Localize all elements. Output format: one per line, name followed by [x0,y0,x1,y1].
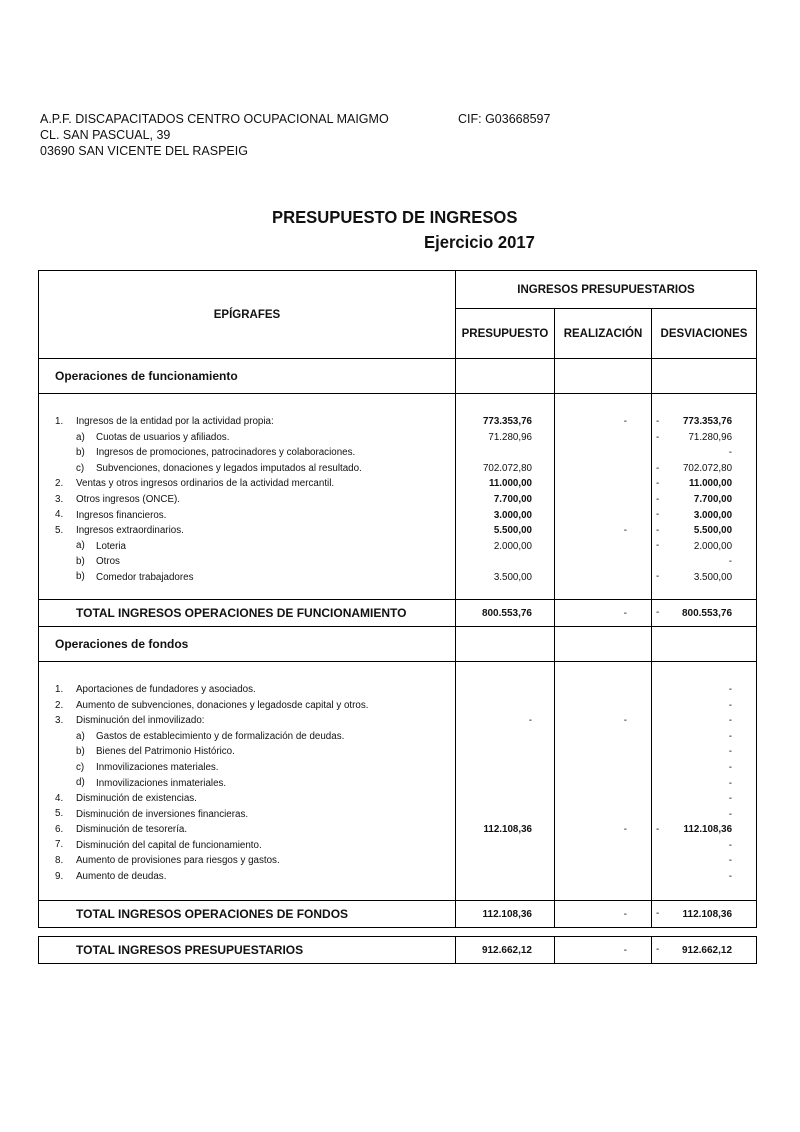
row-label [39,760,456,776]
row-desviacion-dash: - [656,478,660,490]
table-row [39,507,757,523]
row-text: Aumento de subvenciones, donaciones y legadosde capital y otros. [76,699,369,711]
row-presupuesto [456,760,555,776]
table-row [39,822,757,838]
row-presupuesto [456,791,555,807]
row-text: Disminución de existencias. [76,793,197,805]
row-realizacion [555,837,652,853]
row-realizacion [555,538,652,554]
row-desviacion-value: 3.000,00 [693,509,733,521]
row-desviacion-value: 773.353,76 [682,416,733,428]
row-realizacion [555,430,652,446]
row-presupuesto [456,682,555,698]
row-desviacion-dash: - [656,540,660,552]
row-number: a) [76,540,85,552]
row-desviacion [652,806,757,822]
header-realizacion: REALIZACIÓN [555,309,652,359]
total-desviacion-value: 112.108,36 [682,908,733,920]
total-presupuesto: 112.108,36 [456,901,555,928]
organization-header [40,111,551,159]
total-realizacion: - [555,600,652,627]
row-text: Otros ingresos (ONCE). [76,494,180,505]
row-realizacion [555,853,652,869]
row-realizacion [555,507,652,523]
table-row [39,538,757,554]
row-label [39,507,456,523]
total-desviacion-dash: - [656,908,660,920]
row-desviacion-value: 702.072,80 [682,462,733,474]
row-desviacion [652,523,757,539]
table-row [39,569,757,585]
total-desviacion-dash: - [656,607,660,619]
total-desviacion [652,901,757,928]
row-realizacion: - [555,713,652,729]
row-desviacion-value: - [728,793,733,805]
table-row [39,791,757,807]
row-desviacion-value: 71.280,96 [688,431,733,443]
row-desviacion [652,492,757,508]
row-desviacion-value: - [728,730,733,742]
row-desviacion [652,744,757,760]
row-text: Gastos de establecimiento y de formalización de deudas. [96,730,345,742]
row-desviacion-value: - [728,556,733,568]
row-number: d) [76,777,85,789]
row-label [39,806,456,822]
row-label [39,554,456,570]
row-text: Disminución de tesorería. [76,824,188,836]
row-realizacion [555,869,652,885]
row-realizacion [555,760,652,776]
row-text: Comedor trabajadores [96,571,194,583]
row-desviacion-value: 2.000,00 [693,540,733,552]
row-number: 3. [55,493,64,505]
row-text: Disminución del capital de funcionamiento. [76,839,262,851]
row-presupuesto: 71.280,96 [456,430,555,446]
row-label [39,744,456,760]
header-desviaciones: DESVIACIONES [652,309,757,359]
row-number: a) [76,730,85,742]
org-address: CL. SAN PASCUAL, 39 [40,128,171,142]
row-desviacion-dash: - [656,462,660,474]
total-label: TOTAL INGRESOS OPERACIONES DE FUNCIONAMIENTO [39,600,456,627]
row-text: Subvenciones, donaciones y legados imputados al resultado. [96,462,362,474]
row-text: Loteria [96,540,126,552]
row-presupuesto [456,698,555,714]
row-presupuesto [456,869,555,885]
section-title: Operaciones de fondos [39,627,456,662]
row-number: b) [76,571,85,583]
row-desviacion [652,569,757,585]
row-text: Ingresos de promociones, patrocinadores y colaboraciones. [96,447,356,459]
section-title: Operaciones de funcionamiento [39,359,456,394]
table-row [39,744,757,760]
row-number: b) [76,746,85,758]
row-desviacion [652,729,757,745]
row-text: Ingresos financieros. [76,509,167,521]
row-desviacion [652,853,757,869]
table-row [39,869,757,885]
grand-total-realizacion: - [555,937,652,964]
row-text: Aumento de provisiones para riesgos y gastos. [76,855,280,867]
table-row [39,461,757,477]
row-desviacion-dash: - [656,416,660,427]
row-presupuesto: 3.500,00 [456,569,555,585]
table-row [39,853,757,869]
grand-total-desviacion-value: 912.662,12 [681,944,733,956]
row-realizacion [555,775,652,791]
org-cif: CIF: G03668597 [458,112,551,126]
row-desviacion-value: - [728,715,733,727]
row-label [39,729,456,745]
row-realizacion [555,569,652,585]
row-desviacion-value: - [728,808,733,820]
grand-total-desviacion-dash: - [656,944,660,956]
table-row [39,523,757,539]
row-desviacion-value: - [728,855,733,867]
row-number: 7. [55,839,64,851]
grand-total-row [39,937,757,964]
row-number: 5. [55,524,64,536]
row-label [39,492,456,508]
document-subtitle: Ejercicio 2017 [424,232,535,252]
row-desviacion-dash: - [656,571,660,583]
row-label [39,430,456,446]
row-desviacion [652,775,757,791]
row-number: 2. [55,699,64,711]
row-realizacion [555,682,652,698]
row-label [39,523,456,539]
row-label [39,569,456,585]
section-fondos [39,627,757,662]
row-text: Ventas y otros ingresos ordinarios de la actividad mercantil. [76,478,335,490]
table-row [39,760,757,776]
row-presupuesto: 7.700,00 [456,492,555,508]
row-number: 1. [55,416,64,427]
row-realizacion: - [555,523,652,539]
total-realizacion: - [555,901,652,928]
table-row [39,713,757,729]
row-text: Ingresos de la entidad por la actividad propia: [76,416,274,428]
row-label [39,791,456,807]
row-realizacion [555,698,652,714]
row-desviacion-value: - [728,746,733,758]
row-label [39,698,456,714]
row-number: b) [76,447,85,459]
row-desviacion [652,713,757,729]
row-desviacion-value: - [728,777,733,789]
row-presupuesto [456,853,555,869]
row-desviacion-value: 3.500,00 [693,571,733,583]
row-text: Inmovilizaciones inmateriales. [96,777,227,789]
row-desviacion [652,507,757,523]
row-desviacion-value: - [728,447,733,459]
row-desviacion [652,682,757,698]
row-realizacion: - [555,822,652,838]
row-label [39,869,456,885]
row-desviacion-value: - [728,839,733,851]
row-label [39,476,456,492]
table-row [39,476,757,492]
total-funcionamiento-row [39,600,757,627]
row-realizacion [555,492,652,508]
row-desviacion [652,538,757,554]
row-desviacion [652,822,757,838]
total-desviacion-value: 800.553,76 [681,607,733,619]
row-realizacion [555,806,652,822]
row-text: Ingresos extraordinarios. [76,525,184,537]
row-presupuesto: 112.108,36 [456,822,555,838]
row-realizacion [555,461,652,477]
row-text: Cuotas de usuarios y afiliados. [96,431,230,443]
row-realizacion [555,744,652,760]
row-number: 4. [55,509,64,521]
row-number: 9. [55,870,64,882]
row-presupuesto [456,806,555,822]
row-label [39,713,456,729]
table-row [39,430,757,446]
row-presupuesto [456,775,555,791]
row-label [39,822,456,838]
row-desviacion-value: 112.108,36 [683,824,733,836]
row-desviacion-value: - [728,684,733,696]
budget-table [38,270,757,964]
row-text: Disminución de inversiones financieras. [76,808,249,820]
row-label [39,837,456,853]
row-presupuesto [456,445,555,461]
table-row [39,698,757,714]
table-row [39,806,757,822]
row-desviacion-value: 5.500,00 [693,525,733,537]
row-desviacion-dash: - [656,524,660,536]
row-desviacion [652,869,757,885]
row-desviacion-dash: - [656,493,660,505]
row-number: 2. [55,478,64,490]
total-fondos-row [39,901,757,928]
row-label [39,461,456,477]
row-label [39,414,456,430]
table-row [39,554,757,570]
row-label [39,682,456,698]
row-desviacion-dash: - [656,431,660,443]
table-row [39,492,757,508]
row-presupuesto: 11.000,00 [456,476,555,492]
table-row [39,445,757,461]
header-presupuesto: PRESUPUESTO [456,309,555,359]
row-number: 4. [55,792,64,804]
row-number: a) [76,431,85,443]
header-ingresos-presupuestarios: INGRESOS PRESUPUESTARIOS [456,271,757,309]
row-realizacion [555,554,652,570]
row-realizacion [555,476,652,492]
row-desviacion [652,461,757,477]
row-label [39,538,456,554]
row-desviacion-value: - [728,762,733,774]
row-desviacion [652,698,757,714]
row-presupuesto [456,837,555,853]
row-presupuesto: 702.072,80 [456,461,555,477]
row-text: Aumento de deudas. [76,870,167,882]
row-presupuesto: 5.500,00 [456,523,555,539]
org-city: 03690 SAN VICENTE DEL RASPEIG [40,144,248,158]
row-desviacion [652,476,757,492]
table-row [39,414,757,430]
row-desviacion-value: 11.000,00 [688,478,733,490]
row-number: b) [76,555,85,567]
row-text: Aportaciones de fundadores y asociados. [76,684,256,696]
row-label [39,775,456,791]
row-number: 1. [55,684,64,696]
total-label: TOTAL INGRESOS OPERACIONES DE FONDOS [39,901,456,928]
row-desviacion [652,837,757,853]
row-desviacion-value: 7.700,00 [693,494,733,505]
row-realizacion [555,791,652,807]
row-presupuesto [456,744,555,760]
row-label [39,853,456,869]
row-desviacion-dash: - [656,823,660,835]
grand-total-desviacion [652,937,757,964]
total-desviacion [652,600,757,627]
row-desviacion [652,430,757,446]
row-text: Bienes del Patrimonio Histórico. [96,746,235,758]
row-desviacion [652,554,757,570]
row-desviacion-dash: - [656,509,660,521]
grand-total-presupuesto: 912.662,12 [456,937,555,964]
total-presupuesto: 800.553,76 [456,600,555,627]
table-row [39,837,757,853]
row-number: 5. [55,808,64,820]
row-presupuesto [456,554,555,570]
table-row [39,729,757,745]
header-epigrafes: EPÍGRAFES [39,271,456,359]
document-title: PRESUPUESTO DE INGRESOS [272,207,518,227]
row-label [39,445,456,461]
row-number: 8. [55,855,64,867]
row-desviacion-value: - [728,870,733,882]
row-text: Inmovilizaciones materiales. [96,762,219,774]
row-number: c) [76,761,85,773]
grand-total-label: TOTAL INGRESOS PRESUPUESTARIOS [39,937,456,964]
table-row [39,682,757,698]
row-desviacion-value: - [728,699,733,711]
table-row [39,775,757,791]
row-presupuesto: 773.353,76 [456,414,555,430]
row-number: 6. [55,823,64,835]
org-name: A.P.F. DISCAPACITADOS CENTRO OCUPACIONAL MAIGMO [40,112,389,126]
row-text: Otros [96,556,120,568]
row-presupuesto: 2.000,00 [456,538,555,554]
row-number: 3. [55,715,64,727]
row-desviacion [652,760,757,776]
section-funcionamiento [39,359,757,394]
row-desviacion [652,414,757,430]
row-number: c) [76,462,85,474]
row-realizacion [555,729,652,745]
row-presupuesto [456,729,555,745]
row-text: Disminución del inmovilizado: [76,715,205,727]
row-presupuesto: - [456,713,555,729]
row-presupuesto: 3.000,00 [456,507,555,523]
row-realizacion: - [555,414,652,430]
row-desviacion [652,445,757,461]
row-realizacion [555,445,652,461]
row-desviacion [652,791,757,807]
